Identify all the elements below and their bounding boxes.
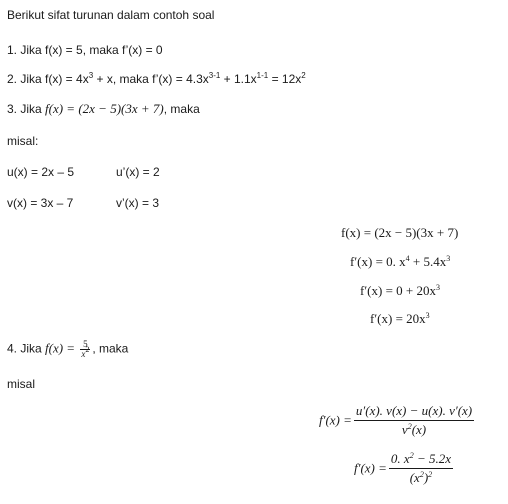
quotient-rule: f′(x) = $\frac{u'(x). v(x) - u(x). v'(x)}{v^2(x)}$: [319, 403, 473, 437]
step-1: f(x) = (2x − 5)(3x + 7): [341, 225, 459, 240]
intro-text: Berikut sifat turunan dalam contoh soal: [7, 8, 215, 22]
u-prime: u’(x) = 2: [116, 165, 160, 179]
quotient-result: f′(x) = $\frac{0. x^2 - 5.2x}{(x^2)^2}$: [354, 451, 451, 485]
misal-label-1: misal:: [7, 134, 39, 148]
example-3: 3. Jika f(x) = (2x − 5)(3x + 7), maka: [7, 101, 200, 116]
step-3: $f'(x) = 0 + 20x^3$: [360, 283, 440, 298]
misal-label-2: misal: [7, 377, 36, 391]
example-2: 2. Jika $f(x) = 4x^3 + x$, maka f’(x) = $4.3x^{3-1} + 1.1x^{1-1} = 12x^2$: [7, 71, 306, 86]
step-4: $f'(x) = 20x^3$: [370, 311, 430, 326]
u-definition: u(x) = 2x – 5: [7, 165, 75, 179]
v-definition: v(x) = 3x – 7: [7, 196, 74, 210]
v-prime: v’(x) = 3: [116, 196, 160, 210]
step-2: f′(x) = 0. $x^4 + 5.4x^3$: [350, 254, 451, 269]
fraction: $\frac{5}{x^2}$: [81, 339, 90, 359]
example-4: 4. Jika f(x) = $\frac{5}{x^2}$ , maka: [7, 339, 129, 359]
example-1: 1. Jika f(x) = 5, maka f’(x) = 0: [7, 43, 163, 57]
